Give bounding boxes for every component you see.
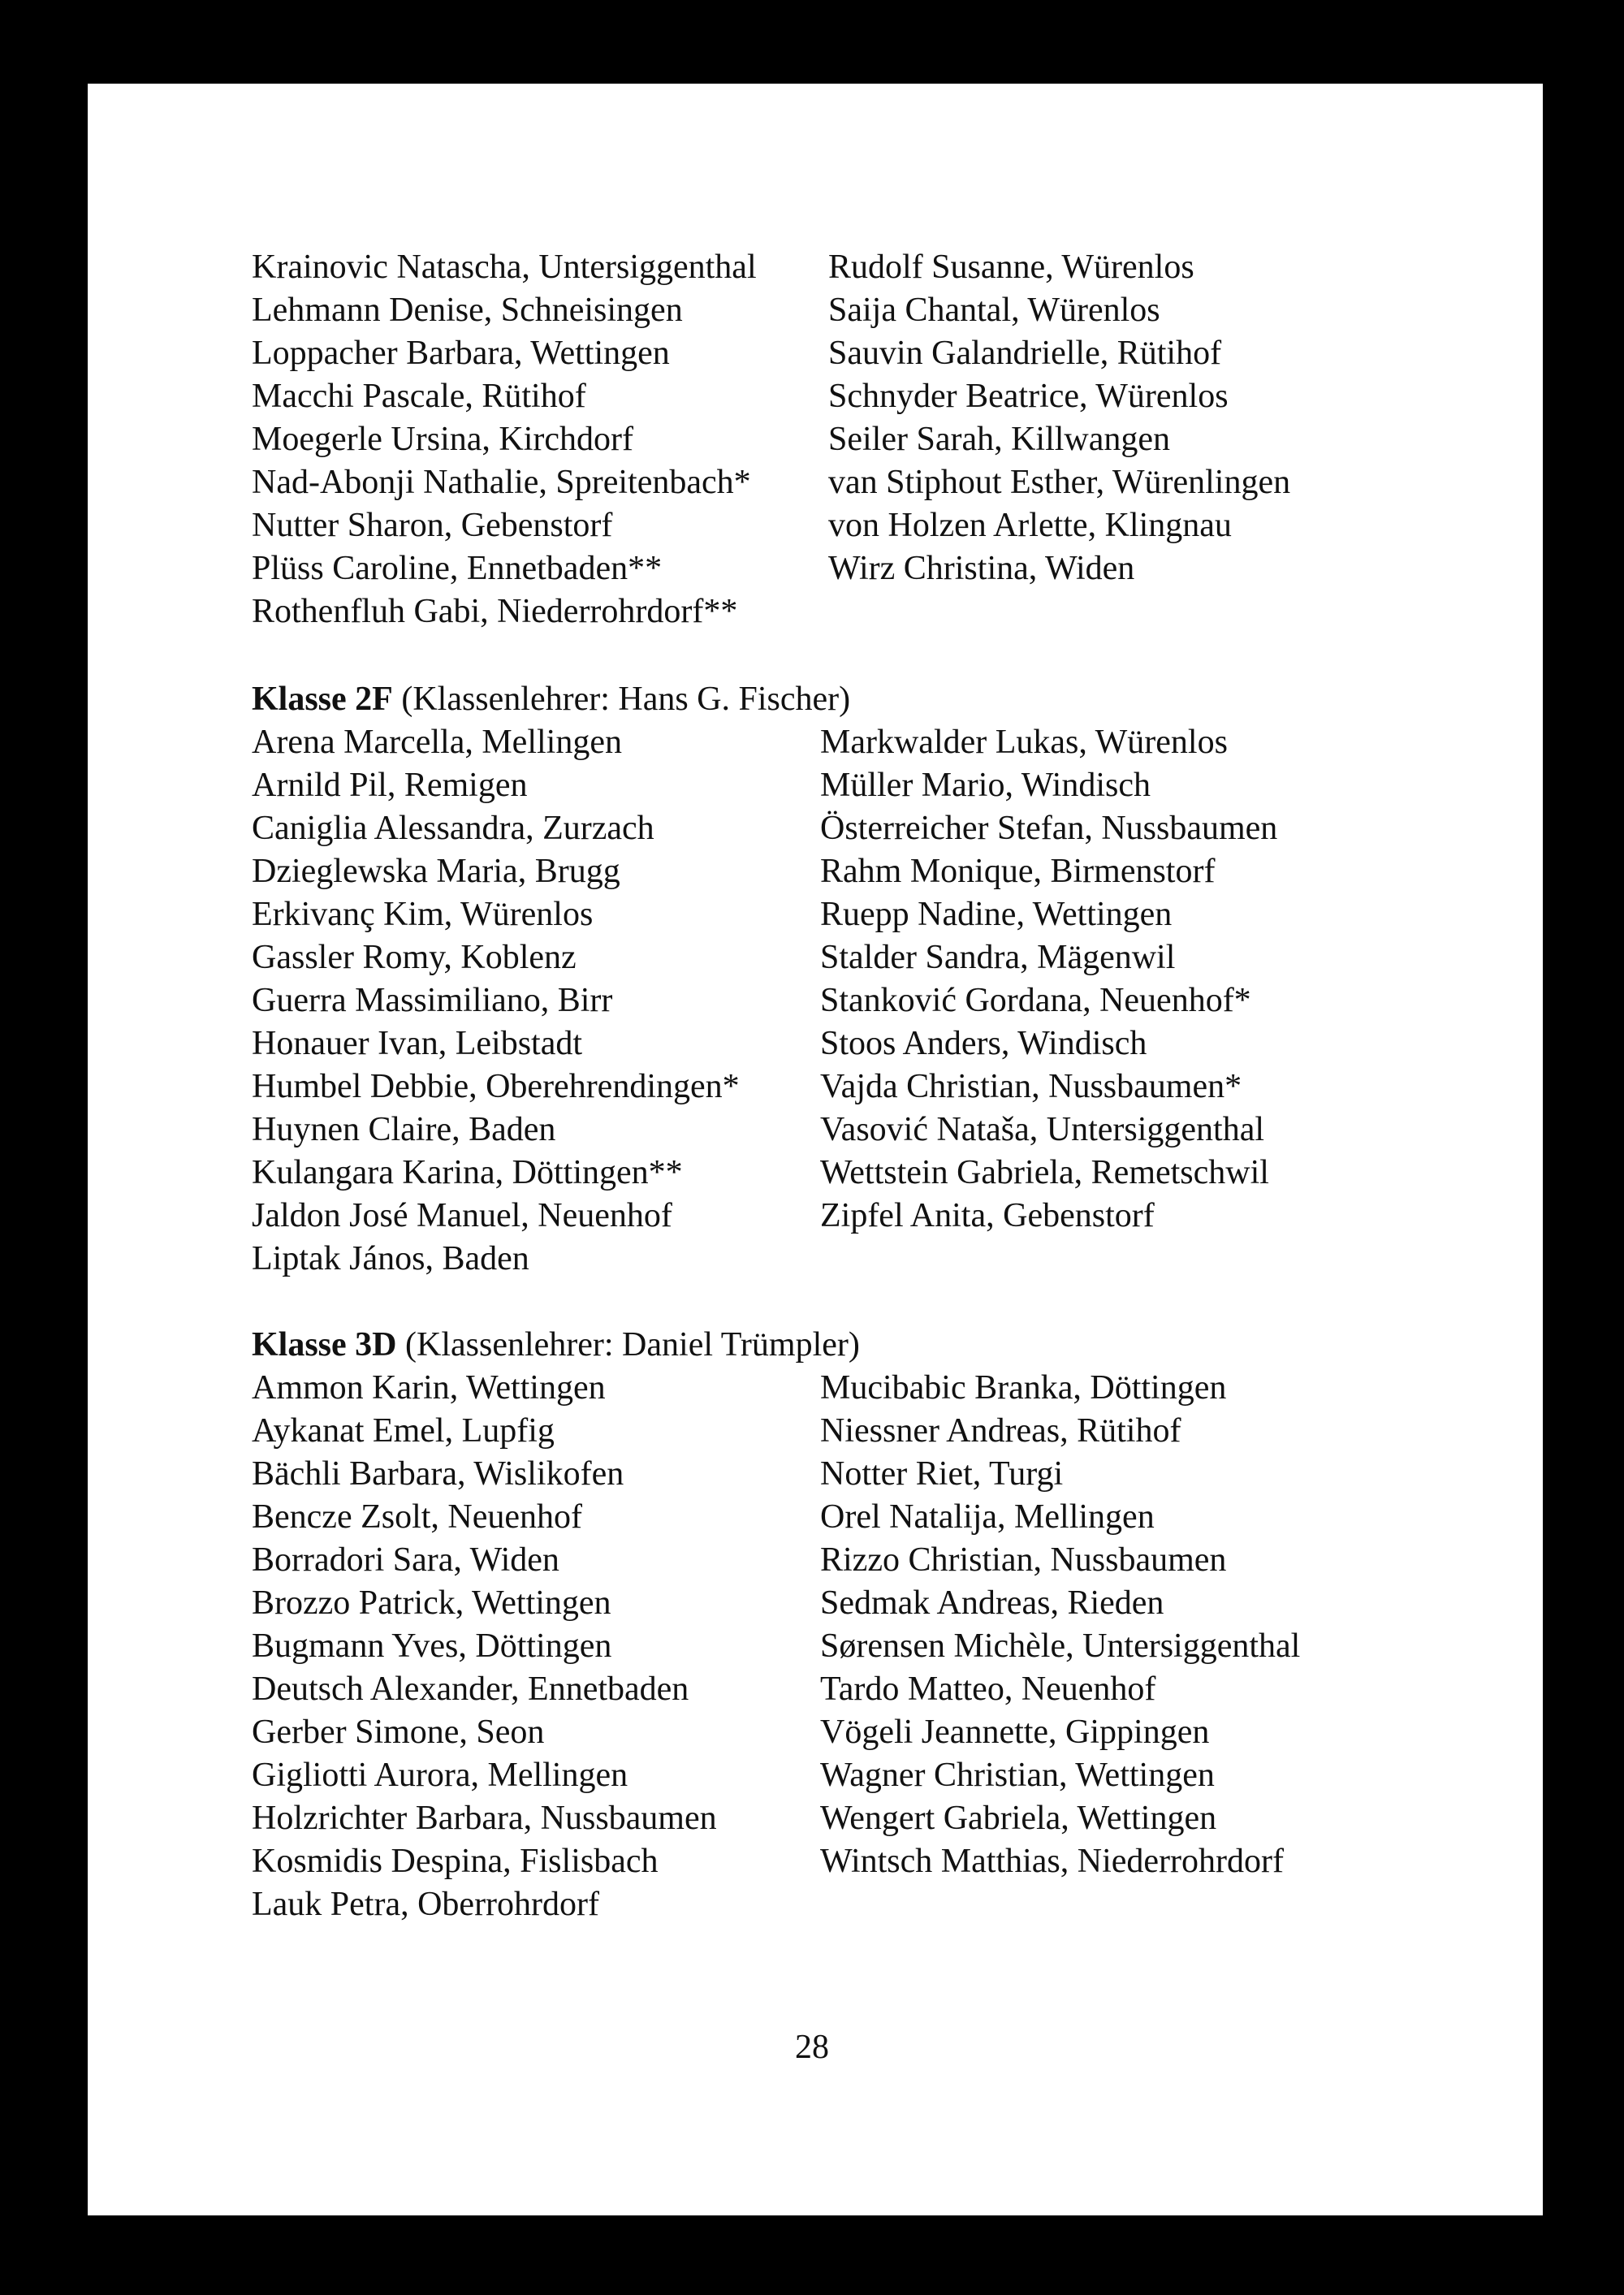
student-entry: Nad-Abonji Nathalie, Spreitenbach* xyxy=(252,464,751,501)
student-entry: Jaldon José Manuel, Neuenhof xyxy=(252,1197,672,1234)
student-entry: Loppacher Barbara, Wettingen xyxy=(252,335,670,372)
student-entry: Gigliotti Aurora, Mellingen xyxy=(252,1757,628,1794)
class-heading-label: Klasse 2F xyxy=(252,681,393,718)
student-entry: Gerber Simone, Seon xyxy=(252,1714,545,1751)
student-entry: Arnild Pil, Remigen xyxy=(252,767,528,804)
student-entry: Bächli Barbara, Wislikofen xyxy=(252,1455,624,1493)
student-entry: Kulangara Karina, Döttingen** xyxy=(252,1154,683,1191)
student-entry: Stalder Sandra, Mägenwil xyxy=(820,939,1176,976)
student-entry: Müller Mario, Windisch xyxy=(820,767,1151,804)
student-entry: Holzrichter Barbara, Nussbaumen xyxy=(252,1800,717,1837)
student-entry: Niessner Andreas, Rütihof xyxy=(820,1412,1181,1450)
student-entry: Dzieglewska Maria, Brugg xyxy=(252,853,620,890)
student-entry: Plüss Caroline, Ennetbaden** xyxy=(252,550,663,587)
student-entry: Orel Natalija, Mellingen xyxy=(820,1498,1155,1536)
student-entry: Aykanat Emel, Lupfig xyxy=(252,1412,555,1450)
student-entry: Zipfel Anita, Gebenstorf xyxy=(820,1197,1155,1234)
student-entry: Liptak János, Baden xyxy=(252,1240,529,1277)
student-entry: Stoos Anders, Windisch xyxy=(820,1025,1147,1062)
student-entry: Österreicher Stefan, Nussbaumen xyxy=(820,810,1278,847)
student-entry: Arena Marcella, Mellingen xyxy=(252,724,622,761)
student-entry: Honauer Ivan, Leibstadt xyxy=(252,1025,583,1062)
student-entry: Rudolf Susanne, Würenlos xyxy=(828,249,1194,286)
class-heading-teacher: (Klassenlehrer: Daniel Trümpler) xyxy=(396,1326,860,1364)
student-entry: Moegerle Ursina, Kirchdorf xyxy=(252,421,633,458)
student-entry: Bugmann Yves, Döttingen xyxy=(252,1627,612,1665)
student-entry: Lauk Petra, Oberrohrdorf xyxy=(252,1886,599,1923)
class-heading xyxy=(252,678,1389,721)
student-entry: Wirz Christina, Widen xyxy=(828,550,1135,587)
student-entry: Wintsch Matthias, Niederrohrdorf xyxy=(820,1843,1284,1880)
student-entry: Rothenfluh Gabi, Niederrohrdorf** xyxy=(252,593,738,630)
student-entry: Saija Chantal, Würenlos xyxy=(828,292,1160,329)
class-heading-label: Klasse 3D xyxy=(252,1326,397,1364)
page-number: 28 xyxy=(795,2029,829,2066)
student-entry: Bencze Zsolt, Neuenhof xyxy=(252,1498,583,1536)
section-klasse-2f xyxy=(252,678,1389,1277)
student-entry: Stanković Gordana, Neuenhof* xyxy=(820,982,1251,1019)
student-entry: Ruepp Nadine, Wettingen xyxy=(820,896,1173,933)
student-entry: Mucibabic Branka, Döttingen xyxy=(820,1369,1227,1407)
student-entry: Wagner Christian, Wettingen xyxy=(820,1757,1215,1794)
student-entry: Erkivanç Kim, Würenlos xyxy=(252,896,594,933)
student-column-left xyxy=(252,721,740,1281)
student-entry: Sedmak Andreas, Rieden xyxy=(820,1584,1164,1622)
student-entry: Vasović Nataša, Untersiggenthal xyxy=(820,1111,1265,1148)
student-entry: Humbel Debbie, Oberehrendingen* xyxy=(252,1068,740,1105)
student-column-right xyxy=(828,246,1290,590)
student-entry: Deutsch Alexander, Ennetbaden xyxy=(252,1670,689,1708)
student-entry: Sørensen Michèle, Untersiggenthal xyxy=(820,1627,1301,1665)
student-column-right xyxy=(820,1367,1300,1883)
student-entry: Seiler Sarah, Killwangen xyxy=(828,421,1171,458)
student-entry: van Stiphout Esther, Würenlingen xyxy=(828,464,1291,501)
student-column-left xyxy=(252,246,757,633)
student-entry: Nutter Sharon, Gebenstorf xyxy=(252,507,613,544)
student-entry: Guerra Massimiliano, Birr xyxy=(252,982,613,1019)
student-entry: Macchi Pascale, Rütihof xyxy=(252,378,586,415)
student-entry: Ammon Karin, Wettingen xyxy=(252,1369,606,1407)
student-entry: Tardo Matteo, Neuenhof xyxy=(820,1670,1156,1708)
section-klasse-3d xyxy=(252,1324,1389,1923)
student-entry: Gassler Romy, Koblenz xyxy=(252,939,577,976)
student-entry: Huynen Claire, Baden xyxy=(252,1111,556,1148)
student-entry: Lehmann Denise, Schneisingen xyxy=(252,292,683,329)
student-entry: von Holzen Arlette, Klingnau xyxy=(828,507,1232,544)
student-entry: Notter Riet, Turgi xyxy=(820,1455,1064,1493)
student-entry: Rahm Monique, Birmenstorf xyxy=(820,853,1216,890)
student-entry: Vögeli Jeannette, Gippingen xyxy=(820,1714,1210,1751)
student-column-right xyxy=(820,721,1277,1238)
student-entry: Borradori Sara, Widen xyxy=(252,1541,559,1579)
student-entry: Wengert Gabriela, Wettingen xyxy=(820,1800,1217,1837)
student-entry: Caniglia Alessandra, Zurzach xyxy=(252,810,654,847)
class-heading xyxy=(252,1324,1389,1367)
student-entry: Rizzo Christian, Nussbaumen xyxy=(820,1541,1227,1579)
student-entry: Krainovic Natascha, Untersiggenthal xyxy=(252,249,757,286)
student-entry: Wettstein Gabriela, Remetschwil xyxy=(820,1154,1269,1191)
student-entry: Kosmidis Despina, Fislisbach xyxy=(252,1843,659,1880)
student-entry: Schnyder Beatrice, Würenlos xyxy=(828,378,1229,415)
student-entry: Sauvin Galandrielle, Rütihof xyxy=(828,335,1222,372)
student-entry: Vajda Christian, Nussbaumen* xyxy=(820,1068,1242,1105)
student-entry: Markwalder Lukas, Würenlos xyxy=(820,724,1228,761)
student-column-left xyxy=(252,1367,717,1926)
student-entry: Brozzo Patrick, Wettingen xyxy=(252,1584,611,1622)
class-heading-teacher: (Klassenlehrer: Hans G. Fischer) xyxy=(392,681,851,718)
